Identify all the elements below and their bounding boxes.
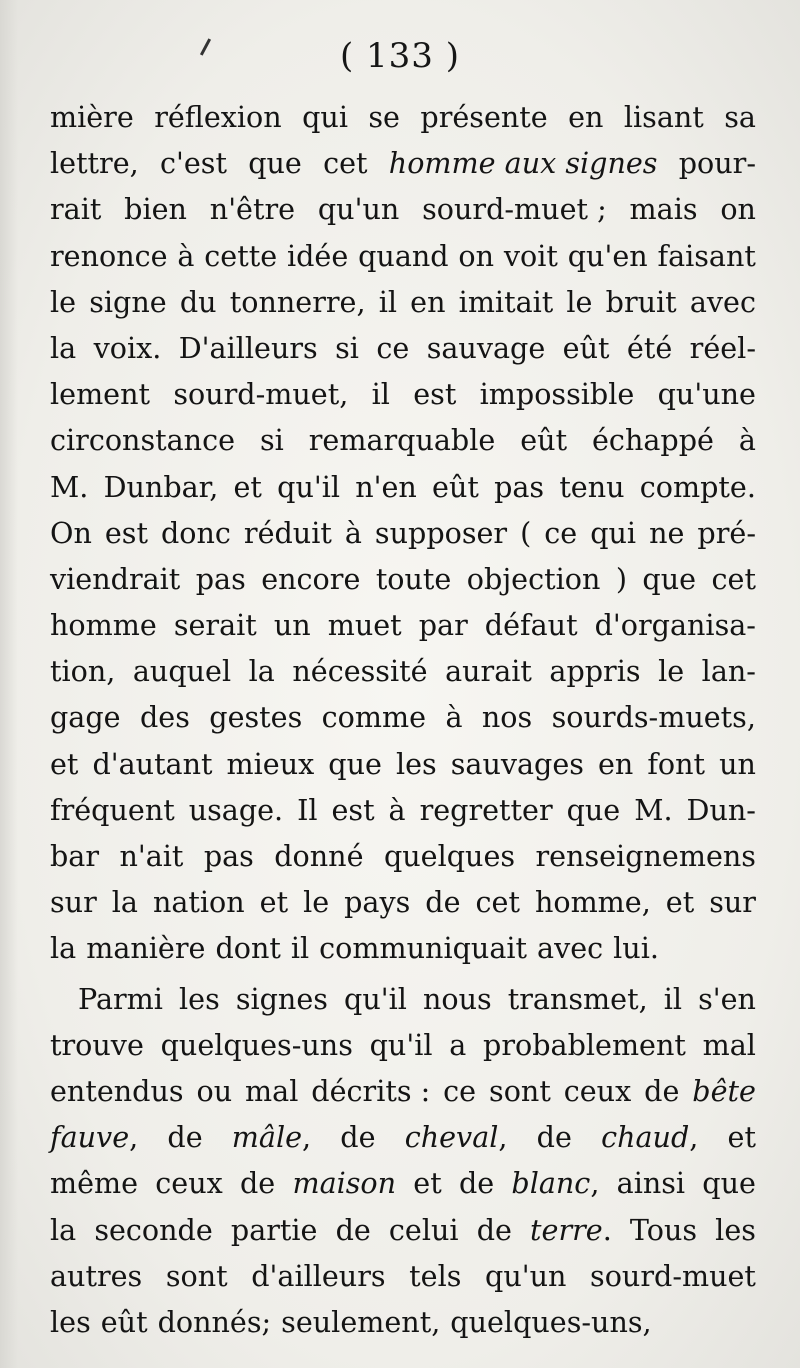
word: de: [536, 1120, 572, 1155]
word: sur: [709, 885, 756, 920]
word: c'est: [159, 146, 227, 181]
word: lan-: [701, 654, 756, 689]
word: est: [413, 377, 457, 412]
word: serait: [173, 608, 257, 643]
word: Il: [297, 792, 318, 827]
word: auquel: [132, 654, 232, 689]
word: la: [248, 654, 275, 689]
text-line: [50, 417, 756, 463]
word: se: [368, 100, 400, 134]
word: décrits :: [311, 1073, 431, 1108]
word: pas: [203, 839, 254, 873]
word: ceux: [563, 1073, 632, 1108]
word: à: [344, 515, 362, 550]
word: présente: [420, 100, 548, 134]
word: homme,: [534, 885, 651, 920]
word: quelques-uns,: [450, 1304, 652, 1339]
word: M.: [50, 469, 89, 504]
word: qu'il: [344, 981, 407, 1016]
word: nous: [422, 981, 492, 1016]
word: par: [418, 608, 468, 643]
word: encore: [261, 561, 361, 596]
word: n'en: [355, 469, 417, 504]
word: bête: [692, 1073, 756, 1108]
word: sourd-muet,: [173, 377, 349, 412]
word: D'ailleurs: [178, 330, 318, 365]
word: circonstance: [50, 423, 236, 458]
word: renonce: [50, 238, 168, 273]
word: objection: [466, 561, 601, 596]
text-line: [50, 279, 756, 325]
word: maison: [292, 1166, 397, 1201]
word: et: [665, 885, 695, 920]
word: à: [738, 423, 756, 458]
word: qu'il: [369, 1027, 433, 1062]
word: autres: [50, 1258, 143, 1293]
word: on: [720, 192, 756, 227]
word: et: [233, 469, 262, 504]
text-line: [50, 233, 756, 279]
text-line: [50, 325, 756, 371]
word: il: [663, 981, 683, 1016]
word: n'ait: [119, 839, 184, 873]
word: les: [395, 746, 437, 781]
word: comme: [321, 700, 427, 735]
text-line: [50, 1207, 756, 1253]
word: cheval,: [404, 1120, 508, 1155]
word: sa: [724, 100, 756, 134]
word: le: [658, 654, 685, 689]
word: les: [715, 1212, 756, 1247]
word: seconde: [94, 1212, 213, 1247]
word: pays: [344, 885, 411, 920]
word: un: [273, 608, 311, 643]
text-line: [50, 925, 756, 971]
word: que: [642, 561, 697, 596]
word: même: [50, 1166, 139, 1201]
word: sauvage: [426, 330, 546, 365]
word: bruit: [605, 284, 677, 319]
word: blanc,: [511, 1166, 600, 1201]
word: pour-: [678, 146, 756, 181]
word: sur: [50, 885, 97, 920]
word: il: [371, 377, 390, 412]
word: font: [647, 746, 706, 781]
word: On: [50, 515, 92, 550]
word: pas: [494, 469, 545, 504]
text-line: [50, 1068, 756, 1114]
word: qui: [302, 100, 348, 134]
word: fréquent: [50, 792, 175, 827]
word: tion,: [50, 654, 116, 689]
word: la: [50, 931, 77, 966]
word: gage: [50, 700, 121, 735]
word: lisant: [623, 100, 704, 134]
word: et: [413, 1166, 442, 1201]
word: seulement,: [281, 1304, 441, 1339]
word: muet: [327, 608, 402, 643]
word: ): [615, 561, 627, 596]
word: le: [50, 284, 77, 319]
word: et: [259, 885, 289, 920]
word: faisant: [657, 238, 756, 273]
word: usage.: [188, 792, 284, 827]
word: ce: [376, 330, 410, 365]
word: les: [50, 1304, 91, 1339]
word: lui.: [613, 931, 659, 966]
word: mal: [245, 1073, 299, 1108]
word: sauvages: [450, 746, 584, 781]
word: échappé: [592, 423, 714, 458]
word: ainsi: [616, 1166, 686, 1201]
word: bien: [124, 192, 187, 227]
text-line: [50, 648, 756, 694]
word: si: [259, 423, 284, 458]
word: rait: [50, 192, 102, 227]
word: eût: [100, 1304, 148, 1339]
word: dont: [215, 931, 281, 966]
word: d'autant: [92, 746, 213, 781]
word: cet: [711, 561, 756, 596]
word: transmet,: [507, 981, 648, 1016]
text-line: [50, 741, 756, 787]
word: il: [290, 931, 310, 966]
word: remarquable: [308, 423, 496, 458]
word: quelques-uns: [160, 1027, 353, 1062]
word: sont: [489, 1073, 551, 1108]
word: de: [335, 1212, 371, 1247]
word: des: [139, 700, 190, 735]
word: qu'un: [317, 192, 400, 227]
word: fauve,: [50, 1120, 139, 1155]
text-line: [50, 464, 756, 510]
word: homme aux signes: [388, 146, 658, 181]
word: renseignemens: [535, 839, 756, 873]
word: que: [248, 146, 302, 181]
word: d'ailleurs: [251, 1258, 386, 1293]
word: il: [378, 284, 398, 319]
word: sourd-muet ;: [422, 192, 607, 227]
word: regretter: [419, 792, 553, 827]
word: est: [104, 515, 148, 550]
word: pré-: [697, 515, 756, 550]
word: supposer: [374, 515, 508, 550]
word: de: [458, 1166, 495, 1201]
text-line: [50, 1160, 756, 1206]
word: viendrait: [50, 561, 181, 596]
word: mière: [50, 100, 134, 134]
word: qui: [590, 515, 637, 550]
word: appris: [549, 654, 641, 689]
word: en: [568, 100, 604, 134]
text-line: [50, 879, 756, 925]
word: réel-: [689, 330, 756, 365]
word: nécessité: [292, 654, 428, 689]
word: de: [644, 1073, 680, 1108]
word: que: [328, 746, 382, 781]
word: de: [476, 1212, 512, 1247]
text-line: [50, 833, 756, 879]
word: les: [179, 981, 220, 1016]
word: de: [167, 1120, 203, 1155]
word: réduit: [243, 515, 332, 550]
word: a: [449, 1027, 467, 1062]
word: donc: [160, 515, 231, 550]
word: bar: [50, 839, 100, 873]
word: gestes: [209, 700, 303, 735]
text-line: [50, 1022, 756, 1068]
word: la: [50, 1212, 77, 1247]
word: défaut: [484, 608, 578, 643]
word: de: [340, 1120, 376, 1155]
word: ou: [196, 1073, 233, 1108]
word: quand: [358, 238, 449, 273]
word: cet: [323, 146, 368, 181]
word: partie: [230, 1212, 318, 1247]
word: lettre,: [50, 146, 139, 181]
word: impossible: [479, 377, 635, 412]
word: cet: [475, 885, 520, 920]
word: voit: [503, 238, 558, 273]
word: (: [520, 515, 532, 550]
word: trouve: [50, 1027, 144, 1062]
word: qu'en: [567, 238, 648, 273]
page-number: ( 133 ): [339, 36, 461, 76]
word: tonnerre,: [229, 284, 366, 319]
word: réflexion: [154, 100, 282, 134]
word: pas: [195, 561, 246, 596]
word: du: [179, 284, 217, 319]
word: Dun-: [686, 792, 756, 827]
word: terre.: [530, 1212, 612, 1247]
word: signes: [235, 981, 328, 1016]
word: qu'il: [277, 469, 341, 504]
text-line: [50, 1299, 756, 1345]
word: on: [458, 238, 495, 273]
word: lement: [50, 377, 151, 412]
word: chaud,: [601, 1120, 699, 1155]
text-line: [50, 371, 756, 417]
word: et: [50, 746, 79, 781]
word: qu'un: [485, 1258, 567, 1293]
text-line: [50, 556, 756, 602]
word: compte.: [639, 469, 756, 504]
word: n'être: [209, 192, 296, 227]
word: mais: [629, 192, 698, 227]
word: idée: [286, 238, 349, 273]
word: imitait: [458, 284, 554, 319]
word: sourd-muet: [590, 1258, 756, 1293]
word: s'en: [698, 981, 756, 1016]
word: mâle,: [231, 1120, 312, 1155]
word: été: [626, 330, 673, 365]
word: communiquait: [319, 931, 528, 966]
word: Dunbar,: [103, 469, 219, 504]
word: avec: [689, 284, 756, 319]
word: celui: [388, 1212, 459, 1247]
text-line: [50, 140, 756, 186]
word: sont: [165, 1258, 228, 1293]
word: M.: [634, 792, 673, 827]
word: eût: [562, 330, 610, 365]
word: signe: [89, 284, 167, 319]
word: un: [719, 746, 756, 781]
text-line: [50, 94, 756, 140]
word: donné: [274, 839, 364, 873]
word: sourds-muets,: [551, 700, 756, 735]
word: Tous: [629, 1212, 698, 1247]
word: si: [335, 330, 359, 365]
word: ce: [443, 1073, 477, 1108]
word: tenu: [559, 469, 625, 504]
word: à: [177, 238, 195, 273]
word: que: [566, 792, 621, 827]
word: est: [331, 792, 375, 827]
text-line: [50, 186, 756, 232]
text-line: [50, 976, 756, 1022]
word: nation: [152, 885, 245, 920]
word: ne: [649, 515, 685, 550]
word: de: [240, 1166, 276, 1201]
word: nos: [481, 700, 533, 735]
word: avec: [537, 931, 604, 966]
word: donnés;: [157, 1304, 272, 1339]
word: entendus: [50, 1073, 184, 1108]
text-line: [50, 1114, 756, 1160]
word: à: [445, 700, 463, 735]
word: ce: [544, 515, 578, 550]
word: le: [566, 284, 593, 319]
text-line: [50, 602, 756, 648]
word: cette: [204, 238, 278, 273]
text-line: [50, 787, 756, 833]
word: manière: [86, 931, 206, 966]
word: d'organisa-: [594, 608, 756, 643]
word: toute: [375, 561, 452, 596]
text-line: [50, 1253, 756, 1299]
word: Parmi: [78, 981, 163, 1016]
word: en: [597, 746, 634, 781]
word: tels: [409, 1258, 462, 1293]
text-line: [50, 694, 756, 740]
word: voix.: [93, 330, 162, 365]
page-edge-shadow: [0, 0, 18, 1368]
word: le: [303, 885, 330, 920]
word: aurait: [445, 654, 532, 689]
word: eût: [432, 469, 479, 504]
word: homme: [50, 608, 157, 643]
word: quelques: [383, 839, 516, 873]
word: la: [111, 885, 138, 920]
text-line: [50, 510, 756, 556]
word: mieux: [226, 746, 315, 781]
word: mal: [702, 1027, 756, 1062]
word: la: [50, 330, 77, 365]
word: en: [410, 284, 446, 319]
body-text: [50, 94, 756, 1345]
word: qu'une: [657, 377, 756, 412]
word: de: [425, 885, 461, 920]
word: ceux: [155, 1166, 223, 1201]
word: eût: [520, 423, 568, 458]
word: et: [727, 1120, 756, 1155]
word: à: [388, 792, 406, 827]
word: que: [702, 1166, 756, 1201]
word: probablement: [483, 1027, 686, 1062]
